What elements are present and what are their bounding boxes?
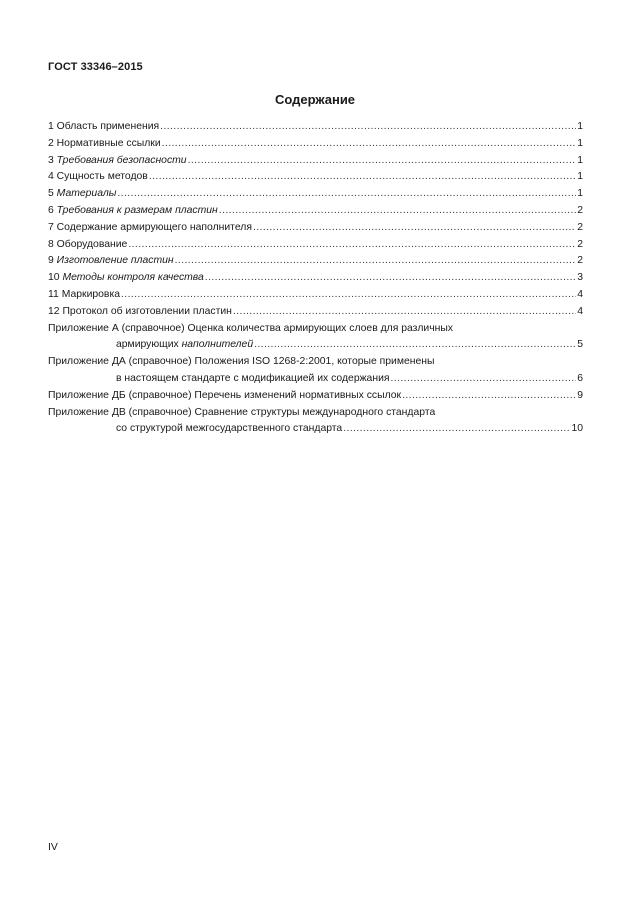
leader-dots [188, 153, 577, 170]
toc-entry-page: 4 [577, 305, 583, 317]
toc-entry-page: 1 [577, 154, 583, 166]
leader-dots [219, 203, 576, 220]
leader-dots [121, 287, 576, 304]
toc-entry[interactable] [48, 287, 583, 304]
toc-entry-label: 4 Сущность методов [48, 171, 148, 183]
leader-dots [149, 169, 576, 186]
toc-entry[interactable] [48, 169, 583, 186]
toc-entry-page: 3 [577, 272, 583, 284]
leader-dots [205, 270, 576, 287]
toc-entry-page: 1 [577, 121, 583, 132]
toc-entry-label: 1 Область применения [48, 121, 160, 132]
leader-dots [343, 421, 570, 438]
toc-title: Содержание [274, 92, 356, 107]
leader-dots [128, 237, 576, 254]
toc-entry-label: 10 Методы контроля качества [48, 272, 204, 284]
toc-entry-page: 1 [577, 188, 583, 200]
toc-entry-page: 4 [577, 288, 583, 300]
toc-entry-page: 1 [577, 137, 583, 149]
table-of-contents [48, 119, 583, 438]
toc-appendix-dv-line1[interactable]: Приложение ДВ (справочное) Сравнение структуры международного стандарта [48, 406, 436, 418]
page-number: IV [48, 842, 58, 853]
toc-entry-page: 6 [577, 372, 583, 384]
toc-appendix-db[interactable]: Приложение ДБ (справочное) Перечень изменений нормативных ссылок ..... 9 [48, 388, 583, 405]
toc-appendix-a-line1[interactable]: Приложение А (справочное) Оценка количества армирующих слоев для различных [48, 322, 454, 334]
toc-entry-label: 2 Нормативные ссылки [48, 137, 161, 149]
toc-entry-label: 3 Требования безопасности [48, 154, 187, 166]
leader-dots [391, 371, 577, 388]
toc-appendix-da-line1[interactable]: Приложение ДА (справочное) Положения ISO 1268-2:2001, которые применены [48, 356, 435, 368]
toc-entry-label: 6 Требования к размерам пластин [48, 204, 218, 216]
toc-entry[interactable] [48, 153, 583, 170]
toc-entry-label: 11 Маркировка [48, 288, 120, 300]
leader-dots [402, 388, 576, 405]
toc-appendix-a-line2[interactable]: армирующих наполнителей ..... 5 [48, 337, 583, 354]
toc-entry[interactable] [48, 237, 583, 254]
toc-entry-label: 5 Материалы [48, 188, 117, 200]
leader-dots [254, 337, 576, 354]
toc-entry-label: 9 Изготовление пластин [48, 255, 174, 267]
toc-entry[interactable] [48, 203, 583, 220]
toc-entry-page: 2 [577, 255, 583, 267]
toc-entry[interactable] [48, 270, 583, 287]
toc-entry-page: 2 [577, 221, 583, 233]
leader-dots [117, 186, 576, 203]
leader-dots [160, 119, 576, 136]
toc-entry[interactable] [48, 304, 583, 321]
toc-entry-page: 1 [577, 171, 583, 183]
toc-entry[interactable] [48, 119, 583, 136]
toc-entry-label: 8 Оборудование [48, 238, 128, 250]
toc-appendix-da-line2[interactable]: в настоящем стандарте с модификацией их содержания ..... 6 [48, 371, 583, 388]
standard-header: ГОСТ 33346–2015 [48, 61, 143, 73]
toc-entry-page: 5 [577, 339, 583, 351]
toc-entry-page: 2 [577, 204, 583, 216]
leader-dots [175, 253, 577, 270]
toc-entry-label: 7 Содержание армирующего наполнителя [48, 221, 252, 233]
leader-dots [162, 136, 577, 153]
toc-entry[interactable] [48, 220, 583, 237]
toc-entry[interactable] [48, 253, 583, 270]
toc-entry-page: 2 [577, 238, 583, 250]
toc-entry-page: 9 [577, 389, 583, 401]
toc-entry[interactable] [48, 136, 583, 153]
leader-dots [233, 304, 576, 321]
toc-entry-page: 10 [571, 423, 583, 435]
leader-dots [253, 220, 576, 237]
toc-appendix-dv-line2[interactable]: со структурой межгосударственного стандарта ..... 10 [48, 421, 583, 438]
toc-entry[interactable] [48, 186, 583, 203]
toc-entry-label: 12 Протокол об изготовлении пластин [48, 305, 232, 317]
